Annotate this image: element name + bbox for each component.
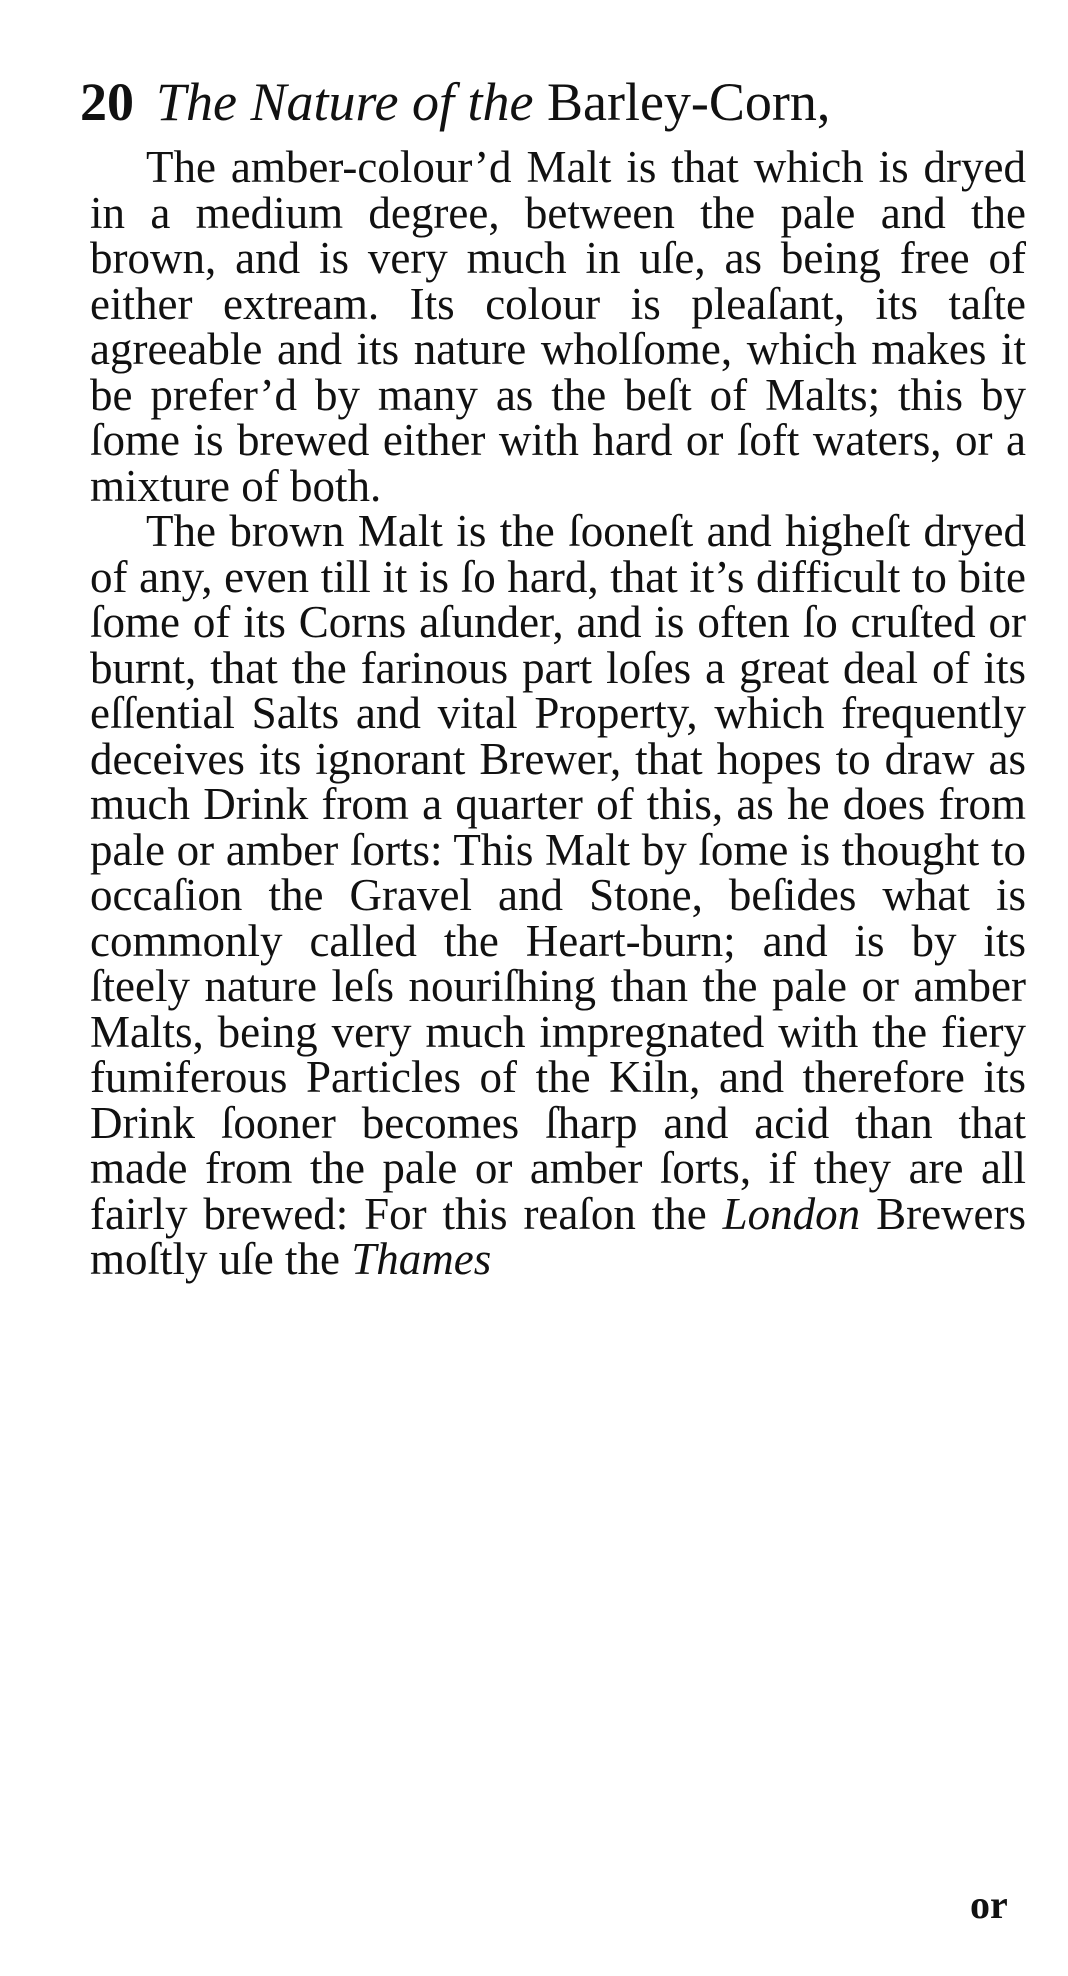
page-number: 20 bbox=[80, 72, 134, 132]
paragraph-brown-malt bbox=[90, 506, 1027, 1284]
paragraph-brown-malt-text: The brown Malt is the ſooneſt and higheſt dryed of any, even till it is ſo hard, that it’s difficult to bite ſome of its Corns aſunder, and is often ſo cruſted or burnt, that the farinous part loſes a great deal of its eſſential Salts and vital Property, which frequently deceives its ignorant Brewer, that hopes to draw as much Drink from a quarter of this, as he does from pale or amber ſorts: This Malt by ſome is thought to occaſion the Gravel and Stone, beſides what is commonly called the Heart-burn; and is by its ſteely nature leſs nouriſhing than the pale or amber Malts, being very much impregnated with the fiery fumiferous Particles of the Kiln, and therefore its Drink ſooner becomes ſharp and acid than that made from the pale or amber ſorts, if they are all fairly brewed: For this reaſon the bbox=[90, 506, 1026, 1239]
running-title-italic: The Nature of the bbox=[156, 72, 534, 132]
italic-london: London bbox=[722, 1188, 861, 1239]
italic-thames: Thames bbox=[351, 1234, 492, 1284]
paragraph-amber-malt: The amber-colour’d Malt is that which is dryed in a medium degree, between the pale and the brown, and is very much in uſe, as being free of either extream. Its colour is pleaſant, its taſte agreeable and its nature wholſome, which makes it be prefer’d by many as the beſt of Malts; this by ſome is brewed either with hard or ſoft waters, or a mixture of both. bbox=[90, 142, 1026, 511]
paragraph-brown-malt-continuation: Brewers moſtly uſe the bbox=[90, 1188, 1027, 1284]
catchword: or bbox=[970, 1882, 1008, 1927]
running-header bbox=[80, 62, 1040, 142]
running-title-roman: Barley-Corn, bbox=[546, 72, 831, 132]
body-text bbox=[90, 142, 1027, 1284]
